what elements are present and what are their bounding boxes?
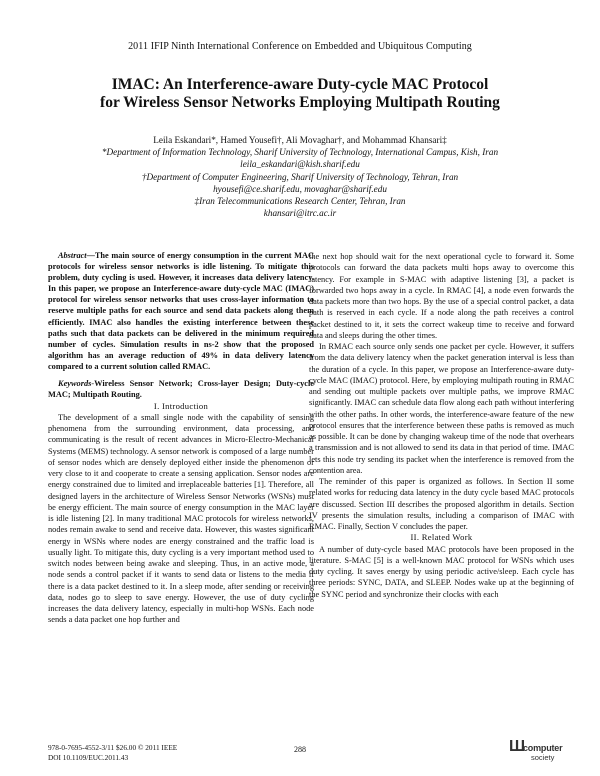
conference-header: 2011 IFIP Ninth International Conference on Embedded and Ubiquitous Computing: [128, 41, 472, 52]
abstract: [48, 250, 314, 372]
body-paragraph-1: the next hop should wait for the next operational cycle to forward it. Some protocols can forward the data packets multi hops away to overcome this latency. For example in S-MAC with adaptive listening [3], a packet is forwarded two hops away in a cycle. In RMAC [4], a node even forwards the data packets more than two hops. By the use of a special control packet, a data path is reserved in each cycle. If a node along the path receives a control packet destined to it, it sets the correct wakeup time to receive and forward data and sleeps during the other times.: [309, 252, 574, 340]
footer-isbn: 978-0-7695-4552-3/11 $26.00 © 2011 IEEE: [48, 743, 178, 752]
page-number: 288: [294, 745, 306, 754]
computer-society-mark-icon: Ш: [509, 738, 526, 755]
computer-society-logo: [509, 738, 571, 768]
affiliation-3: ‡Iran Telecommunications Research Center, Tehran, Iran: [194, 196, 406, 207]
abstract-text: The main source of energy consumption in the current MAC protocols for wireless sensor networks is idle listening. To mitigate this problem, duty cycling is used. However, it increases data delivery latency. In this paper, we propose an Interference-aware duty-cycle MAC (IMAC) protocol for wireless sensor networks that uses cross-layer information to reserve multiple paths for each source and send data packets along them efficiently. IMAC also handles the existing interference between these paths such that data packets can be delivered in the minimum required number of cycles. Simulation results in ns-2 show that the proposed algorithm has an average reduction of 49% in data delivery latency compared to a current solution called RMAC.: [48, 251, 314, 371]
left-column: [48, 250, 314, 626]
abstract-lead: Abstract—: [58, 251, 95, 260]
section-heading-related-work: II. Related Work: [410, 532, 473, 543]
body-paragraph-2: In RMAC each source only sends one packet per cycle. However, it suffers from the data delivery latency when the packet generation interval is less than the duration of a cycle. In this paper, we propose an Interference-aware duty-cycle MAC (IMAC) protocol. Here, by employing multipath routing in RMAC and sending out multiple packets over multiple paths, we improve RMAC significantly. IMAC can schedule data flow along each path without interfering with the other paths. In other words, the interference-aware feature of the new protocol ensures that the interference between these paths is removed as much as possible. It can be done by changing wakeup time of the node that overhears a transmission and is not allowed to send its data in that period of time. IMAC lets this node try sending its packet when the interference is removed from the contention area.: [309, 342, 574, 475]
affiliation-1: *Department of Information Technology, Sharif University of Technology, International Campus, Kish, Iran: [101, 147, 499, 158]
title-line-2: for Wireless Sensor Networks Employing Multipath Routing: [100, 94, 500, 111]
email-2: hyousefi@ce.sharif.edu, movaghar@sharif.edu: [213, 183, 387, 194]
email-3: khansari@itrc.ac.ir: [263, 208, 337, 219]
logo-text-society: society: [531, 753, 555, 762]
paper-title: [40, 76, 560, 112]
keywords-lead: Keywords-: [58, 379, 95, 389]
footer-doi: DOI 10.1109/EUC.2011.43: [48, 753, 129, 762]
body-paragraph-3: The reminder of this paper is organized as follows. In Section II some related works for reducing data latency in the duty cycle based MAC protocols are discussed. Section III describes the proposed algorithm in details. Section IV presents the simulation results, including a comparison of IMAC with RMAC. Finally, Section V concludes the paper.: [309, 477, 574, 531]
logo-text-computer: computer: [523, 743, 563, 753]
affiliation-2: †Department of Computer Engineering, Sharif University of Technology, Tehran, Iran: [141, 171, 459, 182]
author-names: Leila Eskandari*, Hamed Yousefi†, Ali Movaghar†, and Mohammad Khansari‡: [153, 135, 447, 145]
intro-paragraph: The development of a small single node with the capability of sensing phenomena from the surrounding environment, data processing, and communicating is the result of recent advances in Micro-Electro-Mechanical Systems (MEMS) technology. A sensor network is composed of a large number of sensor nodes which are densely deployed either inside the phenomenon or very close to it and cooperate to create a sensing application. Sensor nodes are energy constrained due to limited and irreplaceable batteries [1]. Therefore, all designed layers in the architecture of Wireless Sensor Networks (WSNs) must be energy efficient. The main source of energy consumption in the MAC layer is idle listening [2]. In many traditional MAC protocols for wireless networks, nodes remain awake to send and receive data. However, this wastes significant energy in WSNs where nodes are energy constrained and the traffic load is usually light. To mitigate this, duty cycling is a very important method used to switch nodes between being awake and sleeping. Thus, in an active mode, a node sends a control packet if it wants to send data or listens to the media if there is a data packet destined to it. In a sleep mode, after sending or receiving data, nodes go to sleep to save energy. However, the use of duty cycling increases the data delivery latency, especially in multi-hop WSNs. Each node sends a data packet one hop further and: [48, 412, 314, 625]
related-work-paragraph: A number of duty-cycle based MAC protocols have been proposed in the literature. S-MAC [5] is a well-known MAC protocol for WSNs which uses duty cycling. It saves energy by using periodic active/sleep. Each cycle has three periods: SYNC, DATA, and SLEEP. Nodes wake up at the beginning of the SYNC period and synchronize their clocks with each: [309, 544, 574, 599]
keywords: [48, 378, 314, 401]
author-block: [40, 134, 560, 219]
right-column: [309, 251, 574, 600]
section-heading-introduction: I. Introduction: [153, 400, 209, 411]
keywords-text: Wireless Sensor Network; Cross-layer Design; Duty-cycle MAC; Multipath Routing.: [48, 379, 314, 400]
title-line-1: IMAC: An Interference-aware Duty-cycle MAC Protocol: [111, 76, 489, 93]
email-1: leila_eskandari@kish.sharif.edu: [240, 159, 360, 170]
